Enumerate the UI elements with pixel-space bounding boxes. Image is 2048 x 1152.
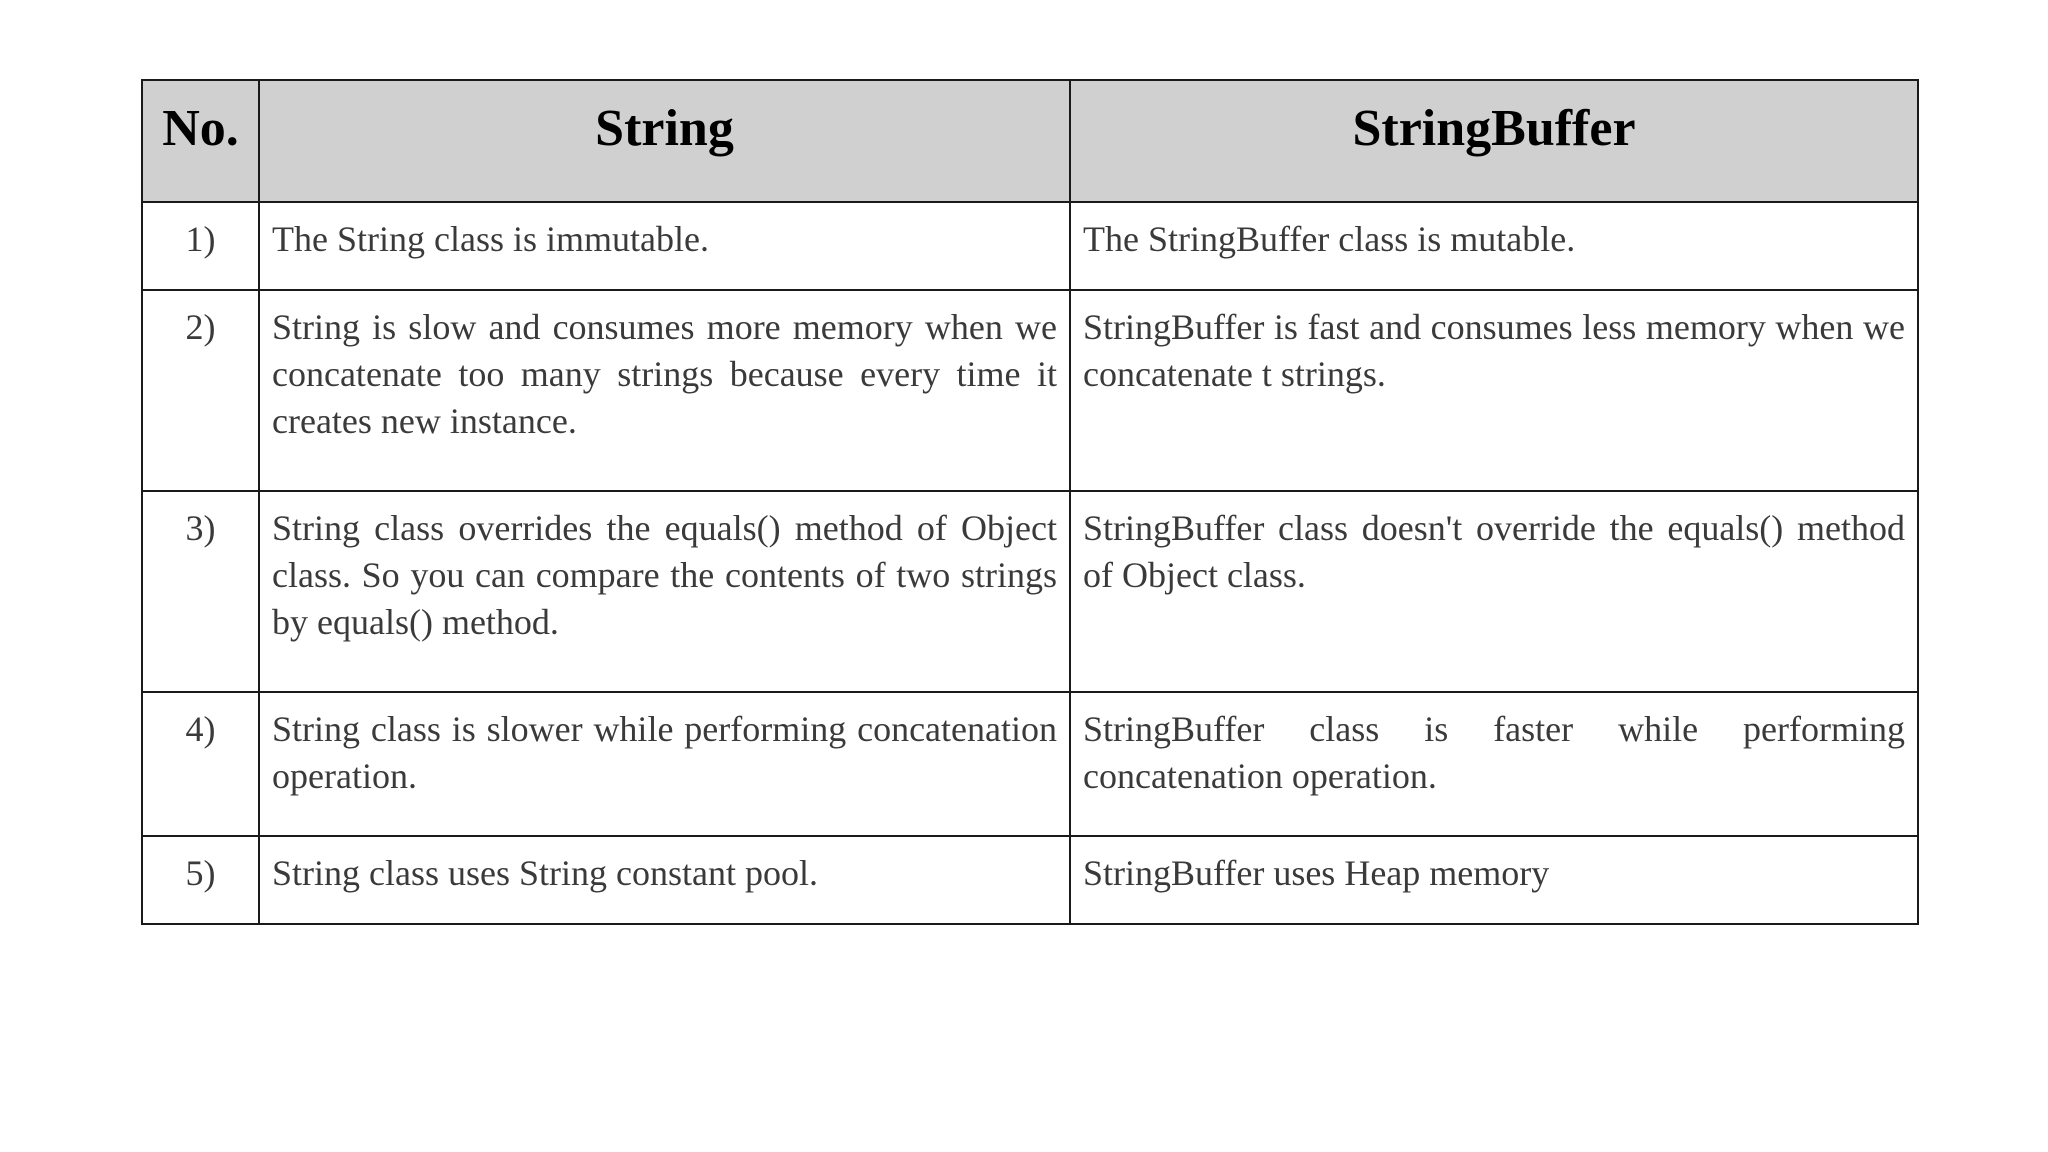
row-number: 4) <box>142 692 259 836</box>
string-cell: String class overrides the equals() method of Object class. So you can compare the contents of two strings by equals() method. <box>259 491 1070 692</box>
row-number: 5) <box>142 836 259 924</box>
header-string: String <box>259 80 1070 202</box>
stringbuffer-cell: StringBuffer is fast and consumes less memory when we concatenate t strings. <box>1070 290 1918 491</box>
table-row <box>142 290 1918 491</box>
table-row <box>142 692 1918 836</box>
string-cell: The String class is immutable. <box>259 202 1070 290</box>
string-cell: String class uses String constant pool. <box>259 836 1070 924</box>
table-row <box>142 491 1918 692</box>
table-row <box>142 836 1918 924</box>
table-row <box>142 202 1918 290</box>
stringbuffer-cell: StringBuffer class is faster while performing concatenation operation. <box>1070 692 1918 836</box>
table-header-row <box>142 80 1918 202</box>
string-cell: String class is slower while performing concatenation operation. <box>259 692 1070 836</box>
comparison-table <box>141 79 1919 925</box>
row-number: 1) <box>142 202 259 290</box>
stringbuffer-cell: StringBuffer uses Heap memory <box>1070 836 1918 924</box>
stringbuffer-cell: StringBuffer class doesn't override the equals() method of Object class. <box>1070 491 1918 692</box>
string-cell: String is slow and consumes more memory when we concatenate too many strings because every time it creates new instance. <box>259 290 1070 491</box>
row-number: 2) <box>142 290 259 491</box>
row-number: 3) <box>142 491 259 692</box>
header-no: No. <box>142 80 259 202</box>
stringbuffer-cell: The StringBuffer class is mutable. <box>1070 202 1918 290</box>
header-stringbuffer: StringBuffer <box>1070 80 1918 202</box>
